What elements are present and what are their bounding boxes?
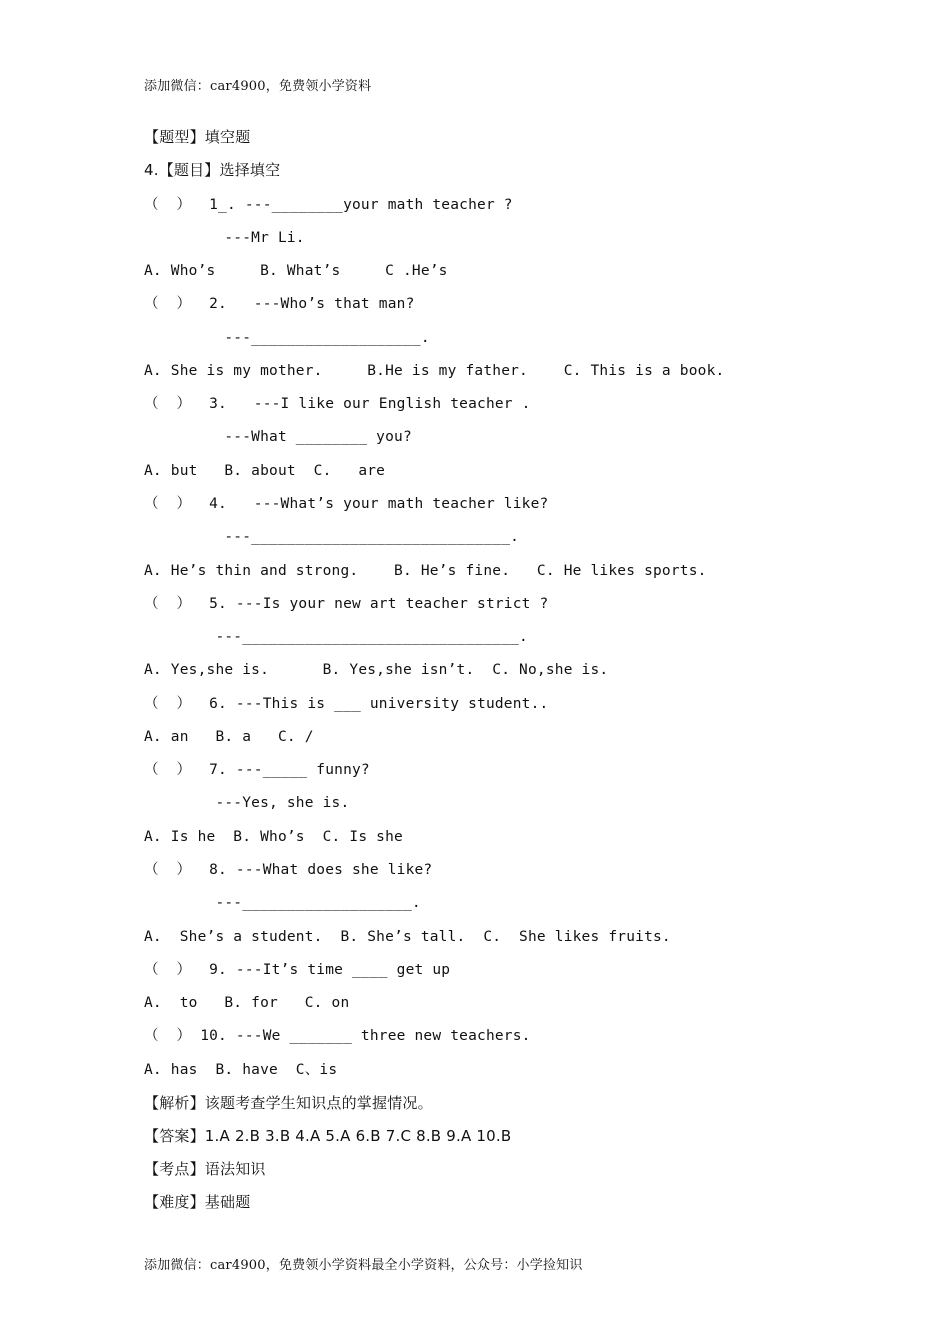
question-line: （ ） 5. ---Is your new art teacher strict ? bbox=[144, 596, 549, 612]
question-type: 【题型】填空题 bbox=[144, 128, 251, 146]
question-line: ---___________________. bbox=[144, 895, 421, 911]
question-line: ---What ________ you? bbox=[144, 429, 412, 445]
question-line: （ ） 1_. ---________your math teacher ? bbox=[144, 197, 513, 213]
options-line: A. She’s a student. B. She’s tall. C. She likes fruits. bbox=[144, 929, 671, 945]
question-line: （ ） 10. ---We _______ three new teachers. bbox=[144, 1028, 531, 1044]
question-line: （ ） 9. ---It’s time ____ get up bbox=[144, 962, 451, 978]
question-line: （ ） 6. ---This is ___ university student.. bbox=[144, 696, 549, 712]
options-line: A. Yes,she is. B. Yes,she isn’t. C. No,she is. bbox=[144, 662, 609, 678]
header-note: 添加微信：car4900，免费领小学资料 bbox=[144, 79, 372, 94]
question-line: （ ） 2. ---Who’s that man? bbox=[144, 296, 415, 312]
difficulty: 【难度】基础题 bbox=[144, 1193, 251, 1211]
options-line: A. She is my mother. B.He is my father. C. This is a book. bbox=[144, 363, 725, 379]
options-line: A. but B. about C. are bbox=[144, 463, 386, 479]
knowledge-point: 【考点】语法知识 bbox=[144, 1160, 266, 1178]
question-line: ---___________________. bbox=[144, 330, 430, 346]
options-line: A. Who’s B. What’s C .He’s bbox=[144, 263, 448, 279]
options-line: A. an B. a C. / bbox=[144, 729, 314, 745]
question-line: ---Yes, she is. bbox=[144, 795, 350, 811]
question-line: （ ） 3. ---I like our English teacher . bbox=[144, 396, 531, 412]
analysis: 【解析】该题考查学生知识点的掌握情况。 bbox=[144, 1094, 433, 1112]
question-line: ---Mr Li. bbox=[144, 230, 305, 246]
question-line: ---_____________________________. bbox=[144, 529, 520, 545]
answer-key: 【答案】1.A 2.B 3.B 4.A 5.A 6.B 7.C 8.B 9.A 10.B bbox=[144, 1127, 512, 1145]
question-title: 4.【题目】选择填空 bbox=[144, 161, 281, 179]
options-line: A. He’s thin and strong. B. He’s fine. C. He likes sports. bbox=[144, 563, 707, 579]
options-line: A. to B. for C. on bbox=[144, 995, 350, 1011]
question-line: （ ） 8. ---What does she like? bbox=[144, 862, 433, 878]
footer-note: 添加微信：car4900，免费领小学资料最全小学资料，公众号：小学捡知识 bbox=[144, 1258, 583, 1273]
options-line: A. Is he B. Who’s C. Is she bbox=[144, 829, 403, 845]
question-line: ---_______________________________. bbox=[144, 629, 528, 645]
question-line: （ ） 7. ---_____ funny? bbox=[144, 762, 370, 778]
question-line: （ ） 4. ---What’s your math teacher like? bbox=[144, 496, 549, 512]
options-line: A. has B. have C、is bbox=[144, 1062, 338, 1078]
